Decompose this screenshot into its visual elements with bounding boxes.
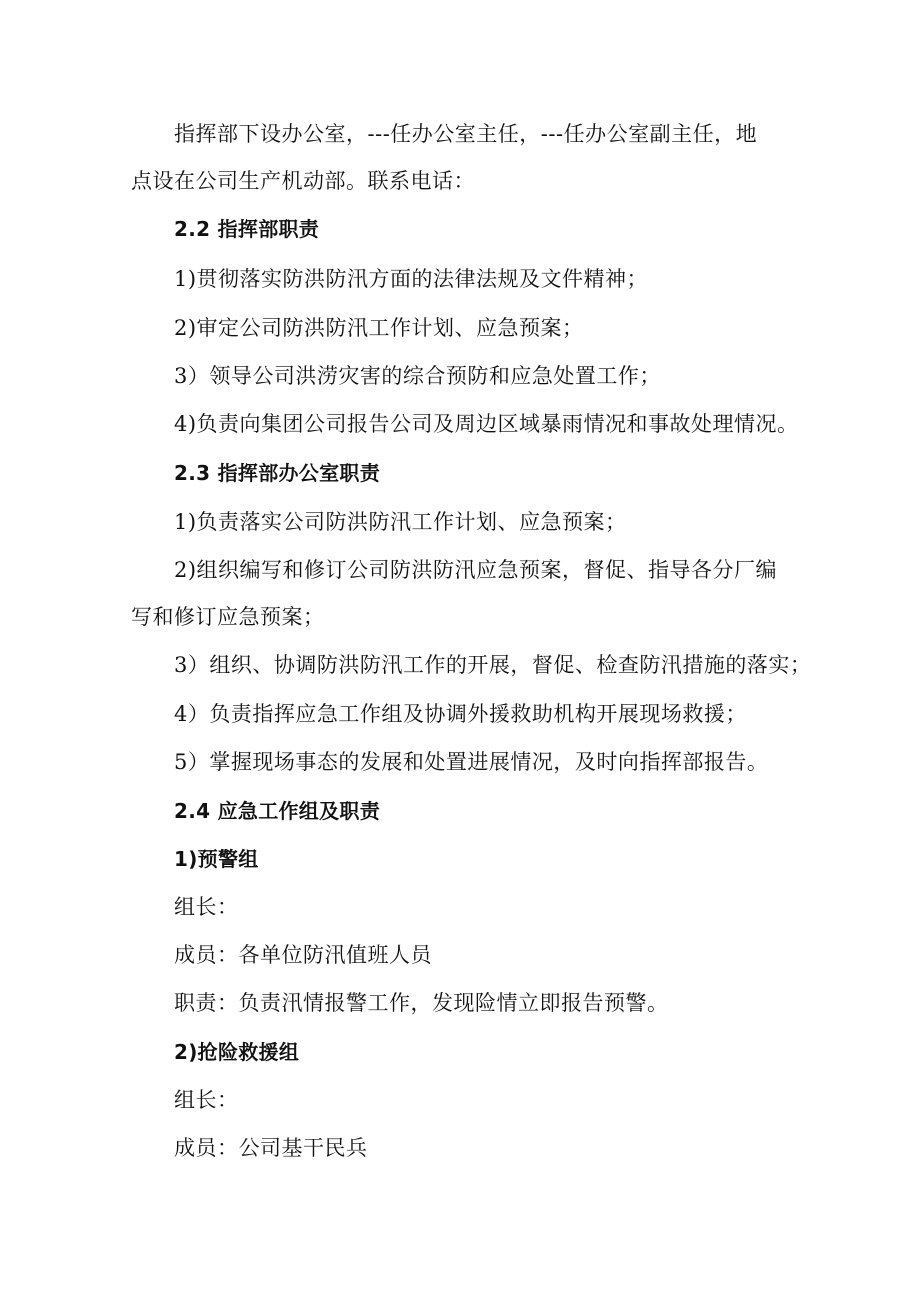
group-2-title: 2)抢险救援组 [174,1040,300,1064]
section-2-3-heading: 2.3 指挥部办公室职责 [174,461,380,485]
section-2-3-item-5: 5）掌握现场事态的发展和处置进展情况，及时向指挥部报告。 [174,750,769,774]
section-2-3-item-1: 1)负责落实公司防洪防汛工作计划、应急预案； [174,510,627,534]
section-2-3-item-4: 4）负责指挥应急工作组及协调外援救助机构开展现场救援； [174,702,747,726]
group-1-duty: 职责：负责汛情报警工作，发现险情立即报告预警。 [174,991,669,1015]
office-paragraph-line1: 指挥部下设办公室，---任办公室主任，---任办公室副主任，地 [174,122,758,146]
section-2-2-heading: 2.2 指挥部职责 [174,217,320,241]
section-2-2-item-1: 1)贯彻落实防洪防汛方面的法律法规及文件精神； [174,267,649,291]
group-2-leader: 组长： [174,1088,239,1112]
group-1-title: 1)预警组 [174,847,259,871]
section-2-2-item-2: 2)审定公司防洪防汛工作计划、应急预案； [174,316,584,340]
section-2-3-item-2-line2: 写和修订应急预案； [131,605,325,629]
section-2-2-item-4: 4)负责向集团公司报告公司及周边区域暴雨情况和事故处理情况。 [174,412,799,436]
office-paragraph-line2: 点设在公司生产机动部。联系电话： [131,169,475,193]
section-2-4-heading: 2.4 应急工作组及职责 [174,799,380,823]
section-2-2-item-3: 3）领导公司洪涝灾害的综合预防和应急处置工作； [174,364,661,388]
group-2-members: 成员：公司基干民兵 [174,1136,368,1160]
group-1-leader: 组长： [174,895,239,919]
group-1-members: 成员：各单位防汛值班人员 [174,943,432,967]
section-2-3-item-3: 3）组织、协调防洪防汛工作的开展，督促、检查防汛措施的落实； [174,653,812,677]
section-2-3-item-2-line1: 2)组织编写和修订公司防洪防汛应急预案，督促、指导各分厂编 [174,558,778,582]
